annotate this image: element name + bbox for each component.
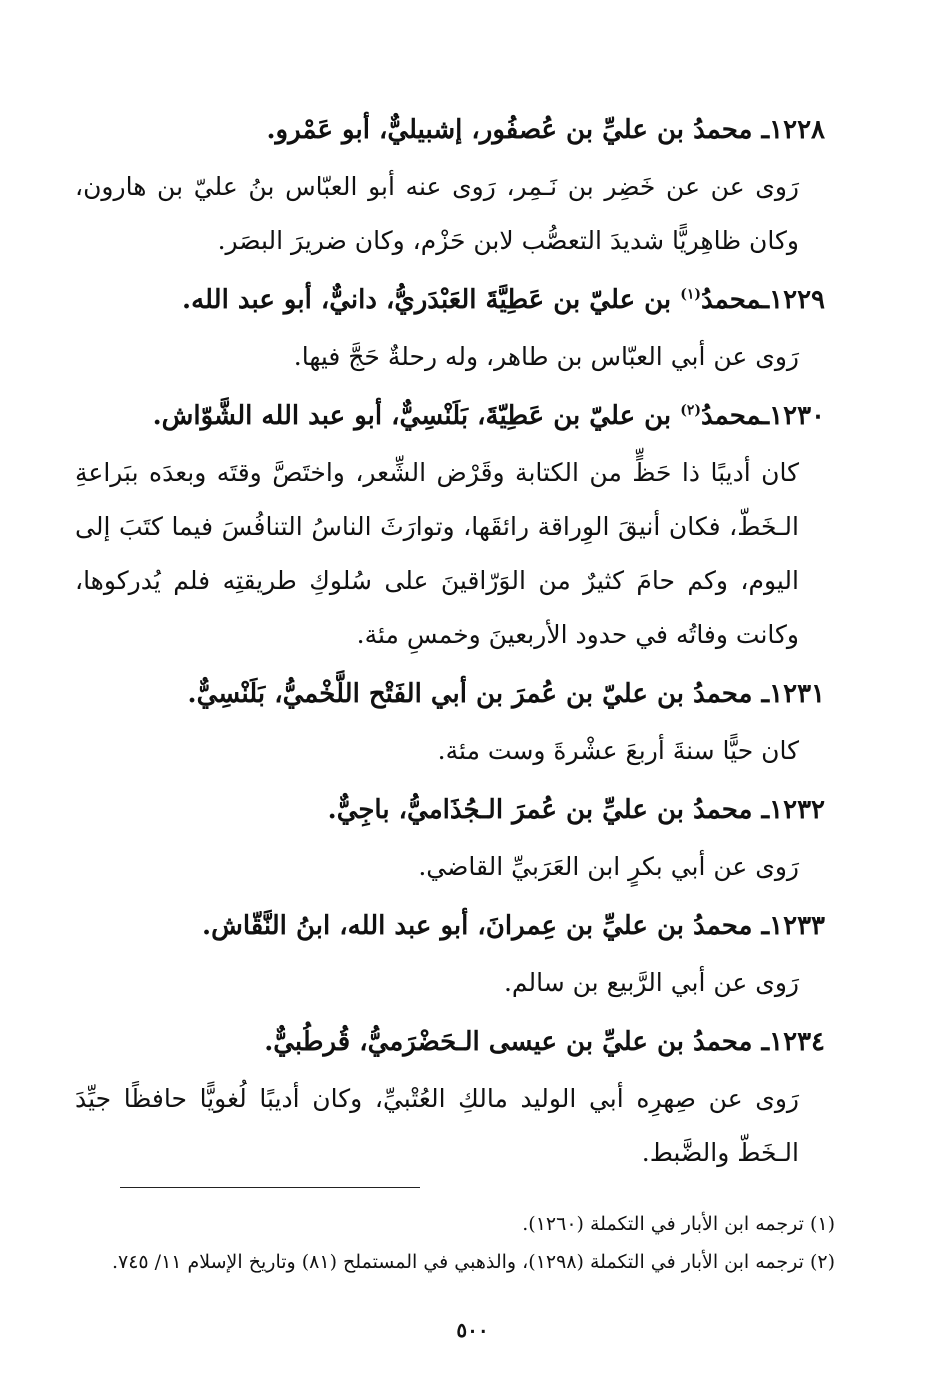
entry-number: ١٢٣٢ـ <box>761 795 825 825</box>
entry-heading <box>75 780 835 840</box>
entry-name: محمدُ <box>701 285 762 315</box>
entry-heading <box>75 896 835 956</box>
entry-number: ١٢٢٨ـ <box>761 115 825 145</box>
entry-title: محمدُ بن عليِّ بن عيسى الـحَضْرَميُّ، قُرطُبيٌّ. <box>264 1027 753 1057</box>
entry-heading <box>75 270 835 330</box>
entry-title: محمدُ بن عليّ بن عُمرَ بن أبي الفَتْح اللَّخْميُّ، بَلَنْسِيٌّ. <box>187 679 753 709</box>
entry-title: محمدُ بن عليِّ بن عُمرَ الـجُذَاميُّ، باجِيٌّ. <box>327 795 753 825</box>
footnotes <box>75 1205 835 1281</box>
entry-body: رَوى عن أبي الرَّبيع بن سالم. <box>503 968 799 997</box>
footnote-ref: (١) <box>680 286 702 303</box>
page-number: ٥٠٠ <box>456 1318 489 1342</box>
entry-body: رَوى عن أبي بكرٍ ابن العَرَبيِّ القاضي. <box>418 852 799 881</box>
entry-title: بن عليّ بن عَطِيّةَ، بَلَنْسِيٌّ، أبو عبد الله الشَّوّاش. <box>152 401 672 431</box>
entry-number: ١٢٣٤ـ <box>761 1027 825 1057</box>
footnote-separator <box>120 1187 420 1188</box>
entry-heading <box>75 100 835 160</box>
entry-number: ١٢٣٣ـ <box>761 911 825 941</box>
entry-body: رَوى عن أبي العبّاس بن طاهر، وله رحلةٌ حَجَّ فيها. <box>293 342 799 371</box>
entry-body: رَوى عن عن خَضِر بن نَـمِر، رَوى عنه أبو العبّاس بنُ عليّ بن هارون، وكان ظاهِريًّا شديدَ التعصُّب لابن حَزْم، وكان ضريرَ البصَر. <box>75 172 799 255</box>
entry-number: ١٢٢٩ـ <box>761 285 825 315</box>
entry-number: ١٢٣١ـ <box>761 679 825 709</box>
entry-body: رَوى عن صِهرِه أبي الوليد مالكِ العُتْبيِّ، وكان أديبًا لُغويًّا حافظًا جيِّدَ الـخَطّ والضَّبط. <box>75 1084 799 1167</box>
entry-title: محمدُ بن عليِّ بن عِمرانَ، أبو عبد الله، ابنُ النَّقّاش. <box>202 911 753 941</box>
entry-number: ١٢٣٠ـ <box>761 401 825 431</box>
entry-body: كان حيًّا سنةَ أربعَ عشْرةَ وست مئة. <box>437 736 799 765</box>
entry-name: محمدُ <box>701 401 762 431</box>
entry-heading <box>75 386 835 446</box>
entry-title: محمدُ بن عليِّ بن عُصفُور، إشبيليٌّ، أبو عَمْرو. <box>266 115 753 145</box>
footnote-2: (٢) ترجمه ابن الأبار في التكملة (١٢٩٨)، والذهبي في المستملح (٨١) وتاريخ الإسلام ١١/ ٧٤٥. <box>111 1251 835 1273</box>
entry-title: بن عليّ بن عَطِيَّةَ العَبْدَريُّ، دانيٌّ، أبو عبد الله. <box>182 285 672 315</box>
entry-heading <box>75 664 835 724</box>
entry-body: كان أديبًا ذا حَظٍّ من الكتابة وقَرْض الشِّعر، واختَصَّ وقتَه وبعدَه ببَراعةِ الـخَطّ، فكان أنيقَ الوِراقة رائقَها، وتوارَثَ الناسُ التنافُسَ فيما كتَبَ إلى اليوم، وكم حامَ كثيرٌ من الوَرّاقينَ على سُلوكِ طريقتِه فلم يُدركوها، وكانت وفاتُه في حدود الأربعينَ وخمسِ مئة. <box>75 458 799 649</box>
entry-heading <box>75 1012 835 1072</box>
main-text <box>75 100 835 1182</box>
footnote-1: (١) ترجمه ابن الأبار في التكملة (١٢٦٠). <box>522 1213 835 1235</box>
footnote-ref: (٢) <box>680 402 702 419</box>
